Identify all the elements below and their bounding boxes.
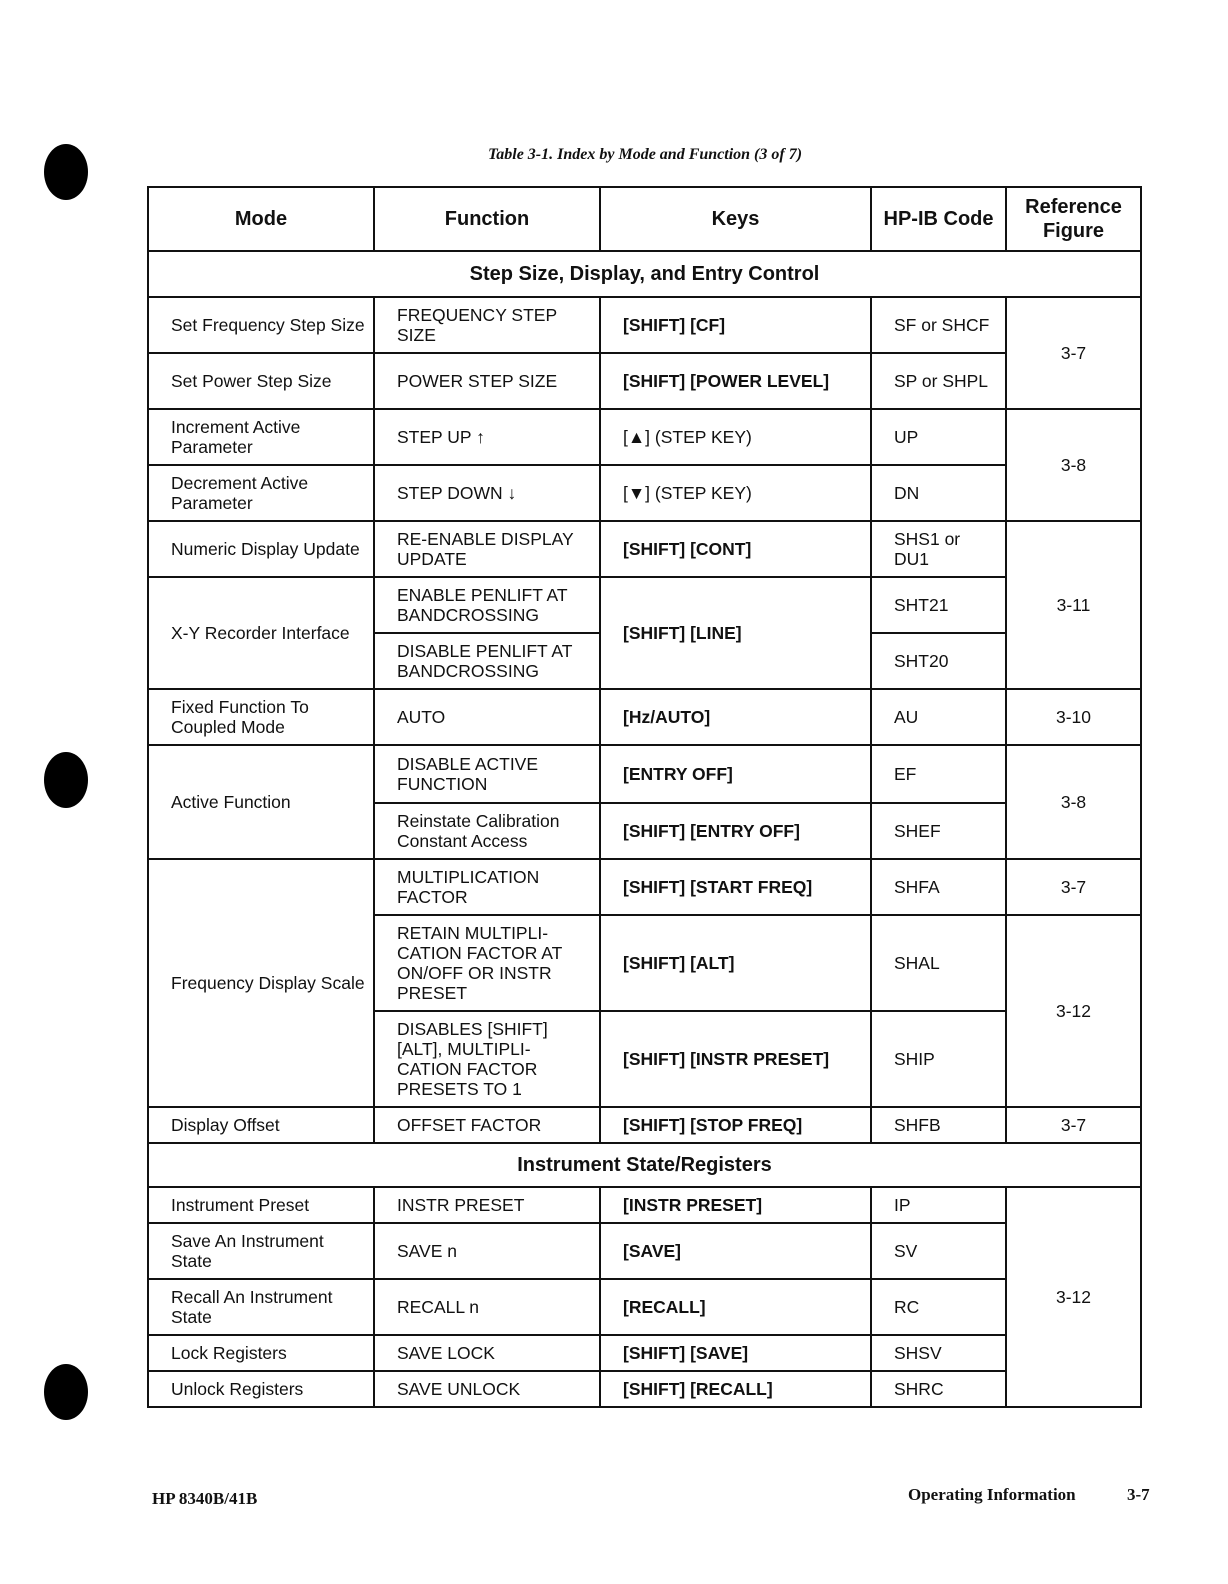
code-cell: SHFB xyxy=(871,1107,1006,1143)
table-row xyxy=(148,353,1141,409)
table-row xyxy=(148,521,1141,577)
code-cell: SF or SHCF xyxy=(871,297,1006,353)
table-row xyxy=(148,409,1141,465)
code-cell: AU xyxy=(871,689,1006,745)
code-cell: SHRC xyxy=(871,1371,1006,1407)
table-row xyxy=(148,1279,1141,1335)
function-cell: Reinstate Calibration Constant Access xyxy=(374,803,600,859)
function-cell: MULTIPLICATION FACTOR xyxy=(374,859,600,915)
function-cell: RETAIN MULTIPLI-CATION FACTOR AT ON/OFF OR INSTR PRESET xyxy=(374,915,600,1011)
code-cell: SV xyxy=(871,1223,1006,1279)
table-row xyxy=(148,577,1141,633)
mode-cell: Active Function xyxy=(148,745,374,859)
keys-cell: [SHIFT] [POWER LEVEL] xyxy=(600,353,871,409)
mode-cell: Lock Registers xyxy=(148,1335,374,1371)
mode-cell: Unlock Registers xyxy=(148,1371,374,1407)
code-cell: SP or SHPL xyxy=(871,353,1006,409)
keys-cell: [SAVE] xyxy=(600,1223,871,1279)
table-row xyxy=(148,859,1141,915)
mode-cell: X-Y Recorder Interface xyxy=(148,577,374,689)
header-row xyxy=(148,187,1141,251)
table-row xyxy=(148,1223,1141,1279)
keys-cell: [SHIFT] [SAVE] xyxy=(600,1335,871,1371)
ref-cell: 3-8 xyxy=(1006,409,1141,521)
function-cell: AUTO xyxy=(374,689,600,745)
section-row xyxy=(148,251,1141,297)
code-cell: SHFA xyxy=(871,859,1006,915)
code-cell: SHIP xyxy=(871,1011,1006,1107)
mode-cell: Numeric Display Update xyxy=(148,521,374,577)
ref-cell: 3-7 xyxy=(1006,297,1141,409)
keys-cell: [SHIFT] [LINE] xyxy=(600,577,871,689)
header-hpib-code: HP-IB Code xyxy=(871,187,1006,251)
keys-cell: [▲] (STEP KEY) xyxy=(600,409,871,465)
ref-cell: 3-11 xyxy=(1006,521,1141,689)
ref-cell: 3-7 xyxy=(1006,1107,1141,1143)
header-keys: Keys xyxy=(600,187,871,251)
function-cell: SAVE LOCK xyxy=(374,1335,600,1371)
table-row xyxy=(148,1371,1141,1407)
table-caption: Table 3-1. Index by Mode and Function (3 of 7) xyxy=(487,146,803,163)
ref-cell: 3-12 xyxy=(1006,915,1141,1107)
header-mode: Mode xyxy=(148,187,374,251)
footer-section: Operating Information xyxy=(908,1485,1076,1504)
mode-cell: Recall An Instrument State xyxy=(148,1279,374,1335)
keys-cell: [SHIFT] [CF] xyxy=(600,297,871,353)
function-cell: RE-ENABLE DISPLAY UPDATE xyxy=(374,521,600,577)
mode-cell: Set Frequency Step Size xyxy=(148,297,374,353)
function-cell: DISABLES [SHIFT] [ALT], MULTIPLI-CATION FACTOR PRESETS TO 1 xyxy=(374,1011,600,1107)
mode-cell: Frequency Display Scale xyxy=(148,859,374,1107)
function-cell: RECALL n xyxy=(374,1279,600,1335)
code-cell: SHT21 xyxy=(871,577,1006,633)
code-cell: IP xyxy=(871,1187,1006,1223)
code-cell: SHAL xyxy=(871,915,1006,1011)
header-function: Function xyxy=(374,187,600,251)
table-row xyxy=(148,745,1141,803)
function-cell: STEP UP ↑ xyxy=(374,409,600,465)
function-cell: INSTR PRESET xyxy=(374,1187,600,1223)
table-row xyxy=(148,297,1141,353)
function-cell: POWER STEP SIZE xyxy=(374,353,600,409)
mode-cell: Set Power Step Size xyxy=(148,353,374,409)
keys-cell: [SHIFT] [RECALL] xyxy=(600,1371,871,1407)
mode-cell: Decrement Active Parameter xyxy=(148,465,374,521)
keys-cell: [Hz/AUTO] xyxy=(600,689,871,745)
code-cell: SHSV xyxy=(871,1335,1006,1371)
ref-cell: 3-7 xyxy=(1006,859,1141,915)
ref-cell: 3-12 xyxy=(1006,1187,1141,1407)
header-reference-figure: Reference Figure xyxy=(1006,187,1141,251)
keys-cell: [SHIFT] [ENTRY OFF] xyxy=(600,803,871,859)
code-cell: SHT20 xyxy=(871,633,1006,689)
keys-cell: [SHIFT] [ALT] xyxy=(600,915,871,1011)
code-cell: EF xyxy=(871,745,1006,803)
table-row xyxy=(148,1187,1141,1223)
section-title: Instrument State/Registers xyxy=(148,1143,1141,1187)
function-cell: ENABLE PENLIFT AT BANDCROSSING xyxy=(374,577,600,633)
binder-hole-middle xyxy=(44,752,88,808)
keys-cell: [▼] (STEP KEY) xyxy=(600,465,871,521)
function-cell: DISABLE PENLIFT AT BANDCROSSING xyxy=(374,633,600,689)
mode-cell: Increment Active Parameter xyxy=(148,409,374,465)
keys-cell: [SHIFT] [STOP FREQ] xyxy=(600,1107,871,1143)
function-cell: DISABLE ACTIVE FUNCTION xyxy=(374,745,600,803)
binder-hole-bottom xyxy=(44,1364,88,1420)
mode-cell: Save An Instrument State xyxy=(148,1223,374,1279)
function-cell: STEP DOWN ↓ xyxy=(374,465,600,521)
function-cell: SAVE n xyxy=(374,1223,600,1279)
keys-cell: [SHIFT] [CONT] xyxy=(600,521,871,577)
table-row xyxy=(148,689,1141,745)
code-cell: RC xyxy=(871,1279,1006,1335)
keys-cell: [ENTRY OFF] xyxy=(600,745,871,803)
table-row xyxy=(148,1335,1141,1371)
table-row xyxy=(148,1107,1141,1143)
ref-cell: 3-10 xyxy=(1006,689,1141,745)
footer-model: HP 8340B/41B xyxy=(152,1489,258,1508)
footer-page-number: 3-7 xyxy=(1127,1485,1150,1504)
keys-cell: [RECALL] xyxy=(600,1279,871,1335)
code-cell: DN xyxy=(871,465,1006,521)
function-cell: SAVE UNLOCK xyxy=(374,1371,600,1407)
section-title: Step Size, Display, and Entry Control xyxy=(148,251,1141,297)
function-cell: OFFSET FACTOR xyxy=(374,1107,600,1143)
table-row xyxy=(148,465,1141,521)
ref-cell: 3-8 xyxy=(1006,745,1141,859)
section-row xyxy=(148,1143,1141,1187)
code-cell: UP xyxy=(871,409,1006,465)
mode-cell: Display Offset xyxy=(148,1107,374,1143)
code-cell: SHEF xyxy=(871,803,1006,859)
keys-cell: [INSTR PRESET] xyxy=(600,1187,871,1223)
code-cell: SHS1 or DU1 xyxy=(871,521,1006,577)
keys-cell: [SHIFT] [START FREQ] xyxy=(600,859,871,915)
keys-cell: [SHIFT] [INSTR PRESET] xyxy=(600,1011,871,1107)
index-table xyxy=(147,186,1142,1408)
mode-cell: Instrument Preset xyxy=(148,1187,374,1223)
mode-cell: Fixed Function To Coupled Mode xyxy=(148,689,374,745)
function-cell: FREQUENCY STEP SIZE xyxy=(374,297,600,353)
